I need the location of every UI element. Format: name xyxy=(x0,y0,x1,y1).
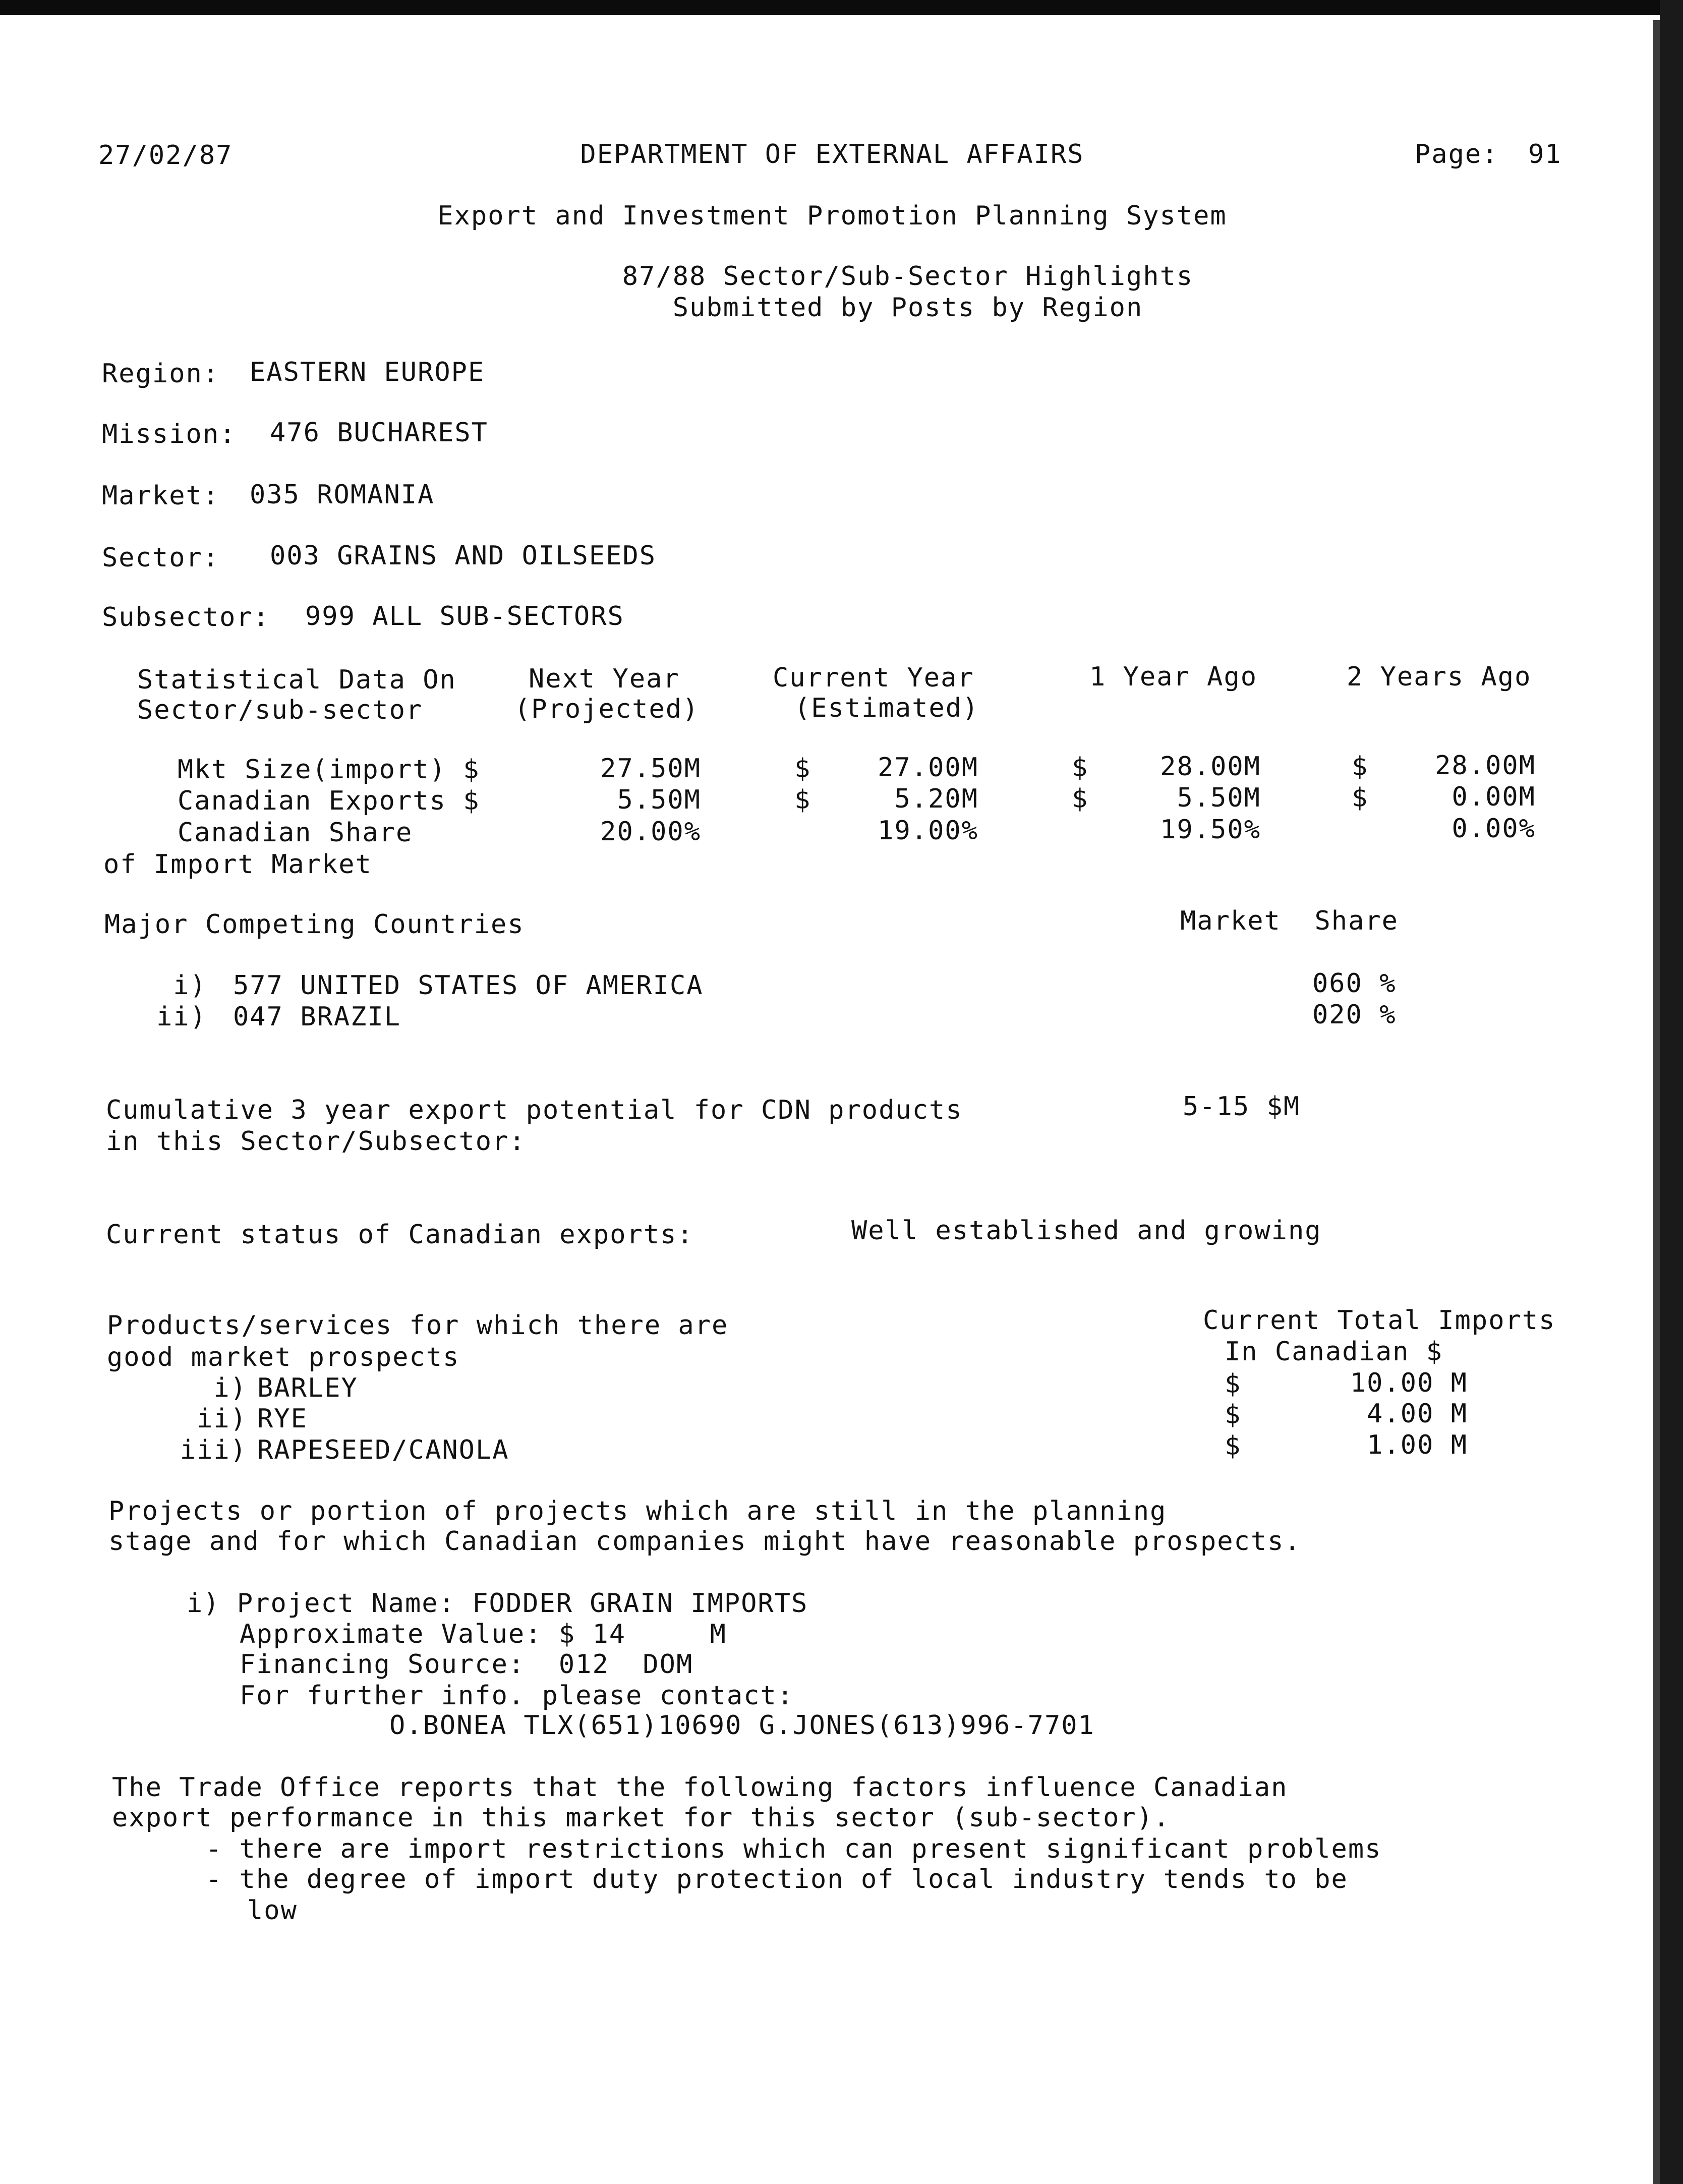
stats-header-next-year: Next Year xyxy=(529,664,680,694)
stats-header-current-year: Current Year xyxy=(773,663,974,693)
project-financing: Financing Source: 012 DOM xyxy=(240,1649,693,1680)
scan-right-edge xyxy=(1660,0,1683,2184)
region-label: Region: xyxy=(102,359,220,389)
potential-value: 5-15 $M xyxy=(1183,1091,1301,1122)
stats-1-year-ago-value: 19.50% xyxy=(1160,815,1261,845)
region-value: EASTERN EUROPE xyxy=(250,357,485,387)
product-amount: 1.00 M xyxy=(1367,1430,1468,1460)
stats-1-year-ago-currency: $ xyxy=(1072,784,1089,814)
stats-header-2-years-ago: 2 Years Ago xyxy=(1347,662,1532,692)
stats-header-col0-line2: Sector/sub-sector xyxy=(137,695,423,725)
stats-2-years-ago-value: 28.00M xyxy=(1435,751,1536,781)
product-currency: $ xyxy=(1225,1400,1242,1430)
stats-row-label: Canadian Exports $ xyxy=(178,786,480,816)
product-amount: 4.00 M xyxy=(1367,1399,1468,1429)
factors-intro-line1: The Trade Office reports that the following factors influence Canadian xyxy=(112,1772,1288,1803)
stats-current-currency: $ xyxy=(794,754,811,784)
project-value: Approximate Value: $ 14 M xyxy=(240,1619,727,1649)
product-index: iii) xyxy=(180,1435,247,1465)
product-index: i) xyxy=(213,1373,247,1403)
status-value: Well established and growing xyxy=(851,1216,1322,1246)
stats-next-value: 27.50M xyxy=(600,754,701,784)
stats-2-years-ago-currency: $ xyxy=(1352,783,1369,813)
subsector-value: 999 ALL SUB-SECTORS xyxy=(305,601,624,631)
market-label: Market: xyxy=(102,481,220,511)
competitor-name: 047 BRAZIL xyxy=(233,1002,401,1032)
product-name: BARLEY xyxy=(257,1373,358,1403)
products-line1: Products/services for which there are xyxy=(107,1310,729,1341)
stats-current-value: 27.00M xyxy=(878,753,978,783)
sector-value: 003 GRAINS AND OILSEEDS xyxy=(270,541,657,571)
report-date: 27/02/87 xyxy=(98,140,233,170)
stats-2-years-ago-value: 0.00% xyxy=(1452,814,1536,844)
department-title: DEPARTMENT OF EXTERNAL AFFAIRS xyxy=(580,139,1084,169)
factor-bullet-continuation: low xyxy=(247,1895,298,1926)
factor-bullet: - the degree of import duty protection of local industry tends to be xyxy=(206,1864,1348,1894)
system-title: Export and Investment Promotion Planning System xyxy=(437,201,1227,231)
competitor-name: 577 UNITED STATES OF AMERICA xyxy=(233,970,704,1001)
stats-2-years-ago-value: 0.00M xyxy=(1452,782,1536,812)
stats-1-year-ago-value: 28.00M xyxy=(1160,752,1261,782)
projects-intro-line1: Projects or portion of projects which are still in the planning xyxy=(108,1496,1167,1526)
report-subtitle: Submitted by Posts by Region xyxy=(672,293,1143,323)
competitors-title: Major Competing Countries xyxy=(104,909,525,940)
page-number: 91 xyxy=(1528,139,1562,169)
stats-header-col0-line1: Statistical Data On xyxy=(137,665,456,695)
product-name: RAPESEED/CANOLA xyxy=(257,1435,509,1465)
project-contact-label: For further info. please contact: xyxy=(240,1681,794,1711)
project-name: i) Project Name: FODDER GRAIN IMPORTS xyxy=(187,1588,808,1619)
stats-row-label: Mkt Size(import) $ xyxy=(178,755,480,785)
stats-1-year-ago-currency: $ xyxy=(1072,753,1089,783)
product-currency: $ xyxy=(1225,1431,1242,1461)
product-index: ii) xyxy=(197,1404,247,1434)
competitor-index: i) xyxy=(173,970,207,1001)
competitor-share: 060 % xyxy=(1312,968,1397,999)
mission-value: 476 BUCHAREST xyxy=(270,418,488,448)
stats-header-1-year-ago: 1 Year Ago xyxy=(1089,662,1258,692)
products-line2: good market prospects xyxy=(107,1342,460,1372)
stats-current-value: 5.20M xyxy=(894,784,978,814)
competitors-share-header: Market Share xyxy=(1180,906,1399,936)
stats-1-year-ago-value: 5.50M xyxy=(1177,783,1261,813)
stats-header-projected: (Projected) xyxy=(514,694,700,724)
status-label: Current status of Canadian exports: xyxy=(106,1220,694,1250)
potential-line1: Cumulative 3 year export potential for CDN products xyxy=(106,1095,963,1125)
scan-top-edge xyxy=(0,0,1683,15)
potential-line2: in this Sector/Subsector: xyxy=(106,1126,526,1157)
stats-next-value: 5.50M xyxy=(617,785,701,815)
stats-header-estimated: (Estimated) xyxy=(794,693,979,723)
mission-label: Mission: xyxy=(102,419,237,449)
factor-bullet: - there are import restrictions which can present significant problems xyxy=(206,1834,1382,1864)
imports-header-line2: In Canadian $ xyxy=(1225,1337,1443,1367)
projects-intro-line2: stage and for which Canadian companies might have reasonable prospects. xyxy=(108,1526,1301,1557)
stats-next-value: 20.00% xyxy=(600,817,701,847)
page-label: Page: xyxy=(1415,139,1499,169)
scan-right-shadow xyxy=(1653,20,1660,2184)
sector-label: Sector: xyxy=(102,543,220,573)
competitor-index: ii) xyxy=(156,1002,207,1032)
stats-current-currency: $ xyxy=(794,785,811,815)
factors-intro-line2: export performance in this market for this sector (sub-sector). xyxy=(112,1803,1171,1833)
competitor-share: 020 % xyxy=(1312,1000,1397,1030)
market-value: 035 ROMANIA xyxy=(250,480,435,510)
report-title: 87/88 Sector/Sub-Sector Highlights xyxy=(622,261,1194,292)
stats-2-years-ago-currency: $ xyxy=(1352,752,1369,782)
product-name: RYE xyxy=(257,1404,308,1434)
project-contact-value: O.BONEA TLX(651)10690 G.JONES(613)996-7701 xyxy=(389,1710,1095,1741)
imports-header-line1: Current Total Imports xyxy=(1203,1305,1556,1336)
product-amount: 10.00 M xyxy=(1350,1368,1468,1398)
stats-row-label: Canadian Share xyxy=(178,818,413,848)
subsector-label: Subsector: xyxy=(102,602,270,633)
stats-share-suffix: of Import Market xyxy=(103,849,372,880)
product-currency: $ xyxy=(1225,1369,1242,1399)
stats-current-value: 19.00% xyxy=(878,816,978,846)
